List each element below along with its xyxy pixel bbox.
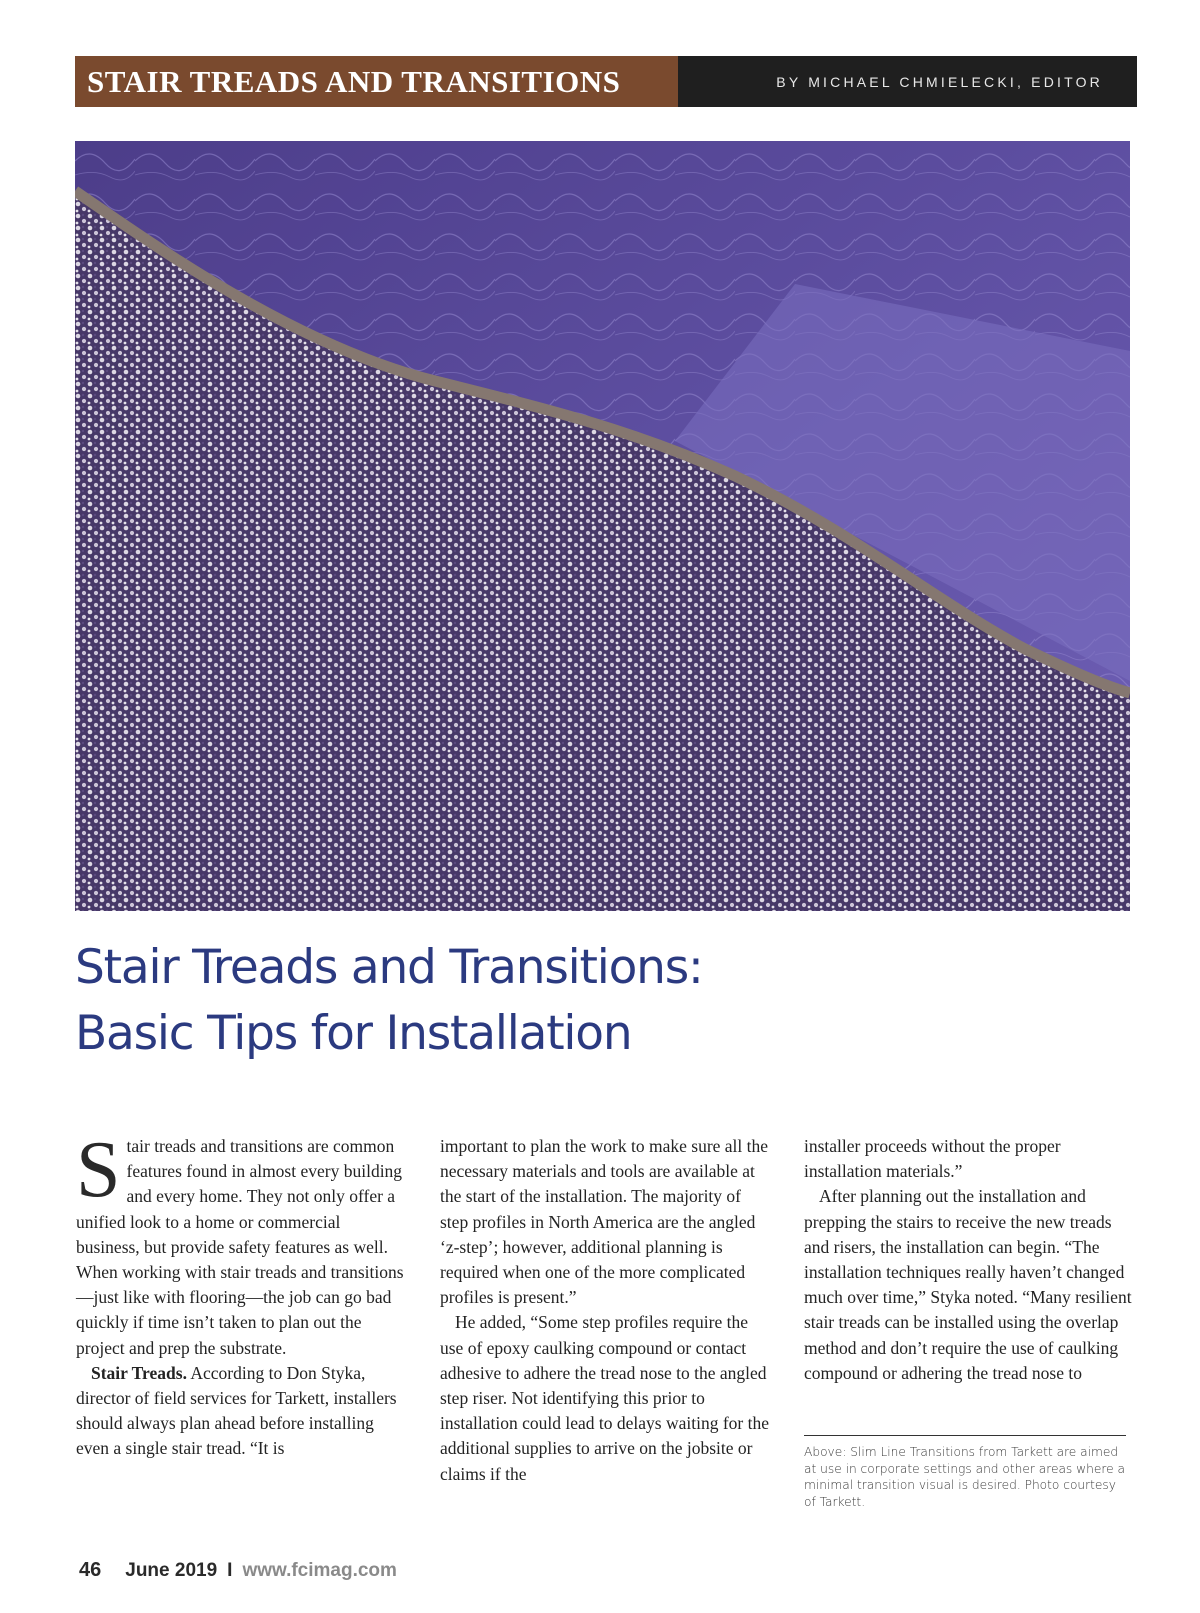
hero-photo <box>75 141 1130 911</box>
paragraph: installer proceeds without the proper installation materials.” <box>804 1136 1061 1182</box>
title-line-1: Stair Treads and Transitions: <box>75 940 703 995</box>
caption-divider <box>804 1435 1126 1436</box>
photo-caption: Above: Slim Line Transitions from Tarkett are aimed at use in corporate settings and other areas where a minimal transition visual is desired. Photo courtesy of Tarkett. <box>804 1445 1125 1509</box>
text-column-3 <box>804 1134 1134 1386</box>
text-column-2 <box>440 1134 770 1487</box>
issue-date: June 2019 <box>125 1560 218 1581</box>
paragraph <box>76 1361 406 1462</box>
paragraph: He added, “Some step profiles require the use of epoxy caulking compound or contact adhesive to adhere the tread nose to the angled step riser. Not identifying this prior to installation could lead to delays waiting for the additional supplies to arrive on the jobsite or claims if the <box>440 1312 770 1484</box>
subhead-stair-treads: Stair Treads. <box>91 1362 187 1383</box>
website-link[interactable]: www.fcimag.com <box>242 1560 397 1581</box>
page-footer <box>79 1559 397 1582</box>
paragraph-text: tair treads and transitions are common features found in almost every building and every home. They not only offer a unified look to a home or commercial business, but provide safety features as well. When working with stair treads and transitions—just like with flooring—the job can go bad quickly if time isn’t taken to plan out the project and prep the substrate. <box>76 1136 404 1358</box>
article-title <box>75 935 1125 1067</box>
section-title: STAIR TREADS AND TRANSITIONS <box>75 56 678 107</box>
title-line-2: Basic Tips for Installation <box>75 1006 632 1061</box>
paragraph-text: According to Don Styka, director of field services for Tarkett, installers should always plan ahead before installing even a single stair tread. “It is <box>76 1362 397 1459</box>
drop-cap: S <box>76 1126 121 1214</box>
text-column-1 <box>76 1126 406 1462</box>
paragraph: After planning out the installation and prepping the stairs to receive the new treads and risers, the installation can begin. “The installation techniques really haven’t changed much over time,” Styka noted. “Many resilient stair treads can be installed using the overlap method and don’t require the use of caulking compound or adhering the tread nose to <box>804 1186 1132 1383</box>
page-number: 46 <box>79 1559 102 1581</box>
section-header <box>75 56 1137 107</box>
byline: BY MICHAEL CHMIELECKI, EDITOR <box>678 56 1137 107</box>
footer-separator: I <box>227 1560 233 1581</box>
paragraph <box>76 1126 406 1361</box>
paragraph: important to plan the work to make sure all the necessary materials and tools are available at the start of the installation. The majority of step profiles in North America are the angled ‘z-step’; however, additional planning is required when one of the more complicated profiles is present.” <box>440 1136 769 1308</box>
